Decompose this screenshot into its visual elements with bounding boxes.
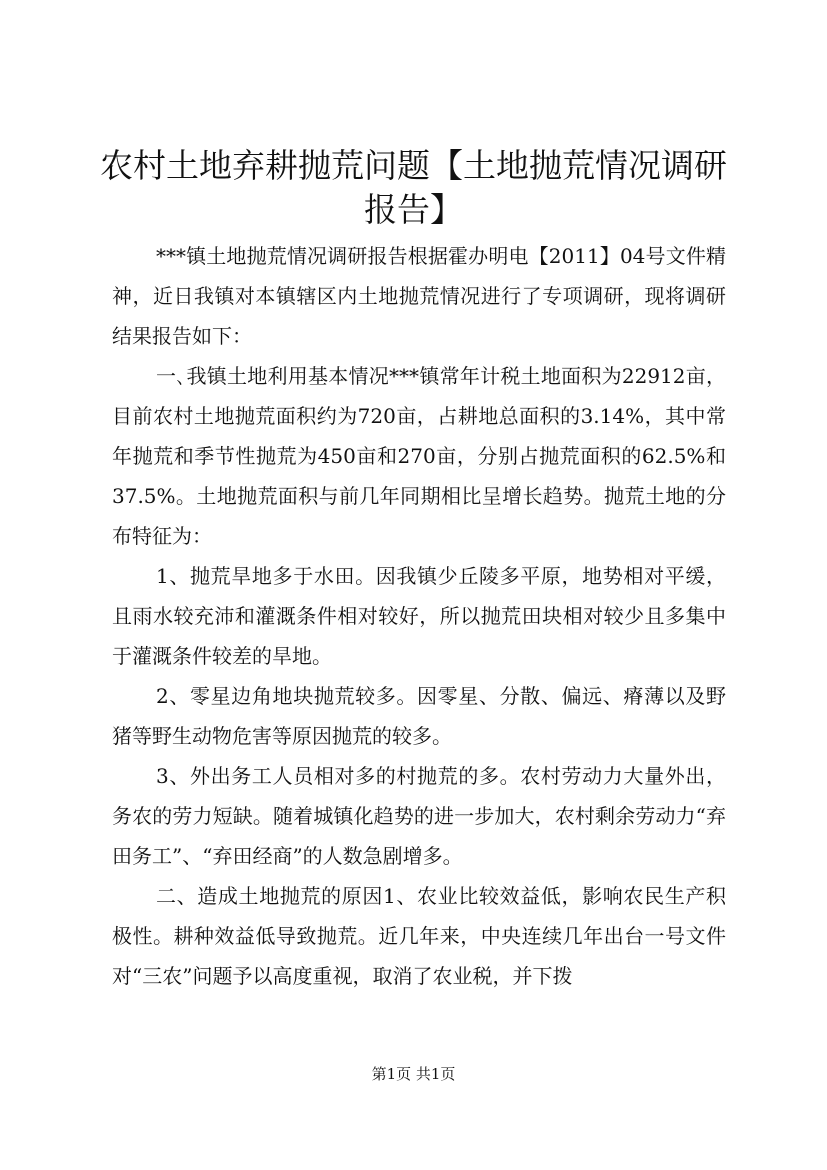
paragraph-point-two: 2、零星边角地块抛荒较多。因零星、分散、偏远、瘠薄以及野猪等野生动物危害等原因抛荒的较多。: [112, 684, 726, 748]
paragraph-section-one: 一､我镇土地利用基本情况***镇常年计税土地面积为22912亩，目前农村土地抛荒面积约为720亩，占耕地总面积的3.14%，其中常年抛荒和季节性抛荒为450亩和270亩，分别占抛荒面积的62.5%和37.5%。土地抛荒面积与前几年同期相比呈增长趋势。抛荒土地的分布特征为：: [112, 364, 726, 548]
paragraph-point-one: 1、抛荒旱地多于水田。因我镇少丘陵多平原，地势相对平缓，且雨水较充沛和灌溉条件相对较好，所以抛荒田块相对较少且多集中于灌溉条件较差的旱地。: [112, 564, 726, 668]
document-title: 农村土地弃耕抛荒问题【土地抛荒情况调研报告】: [100, 146, 727, 229]
paragraph-intro: ***镇土地抛荒情况调研报告根据霍办明电【2011】04号文件精神，近日我镇对本镇辖区内土地抛荒情况进行了专项调研，现将调研结果报告如下：: [112, 244, 726, 348]
paragraph-section-two: 二、造成土地抛荒的原因1、农业比较效益低，影响农民生产积极性。耕种效益低导致抛荒。近几年来，中央连续几年出台一号文件对“三农”问题予以高度重视，取消了农业税，并下拨: [112, 884, 726, 988]
document-body: [112, 236, 726, 996]
page-number-footer: 第1页 共1页: [371, 1065, 456, 1083]
paragraph-point-three: 3、外出务工人员相对多的村抛荒的多。农村劳动力大量外出，务农的劳力短缺。随着城镇化趋势的进一步加大，农村剩余劳动力“弃田务工”、“弃田经商”的人数急剧增多。: [112, 764, 726, 868]
